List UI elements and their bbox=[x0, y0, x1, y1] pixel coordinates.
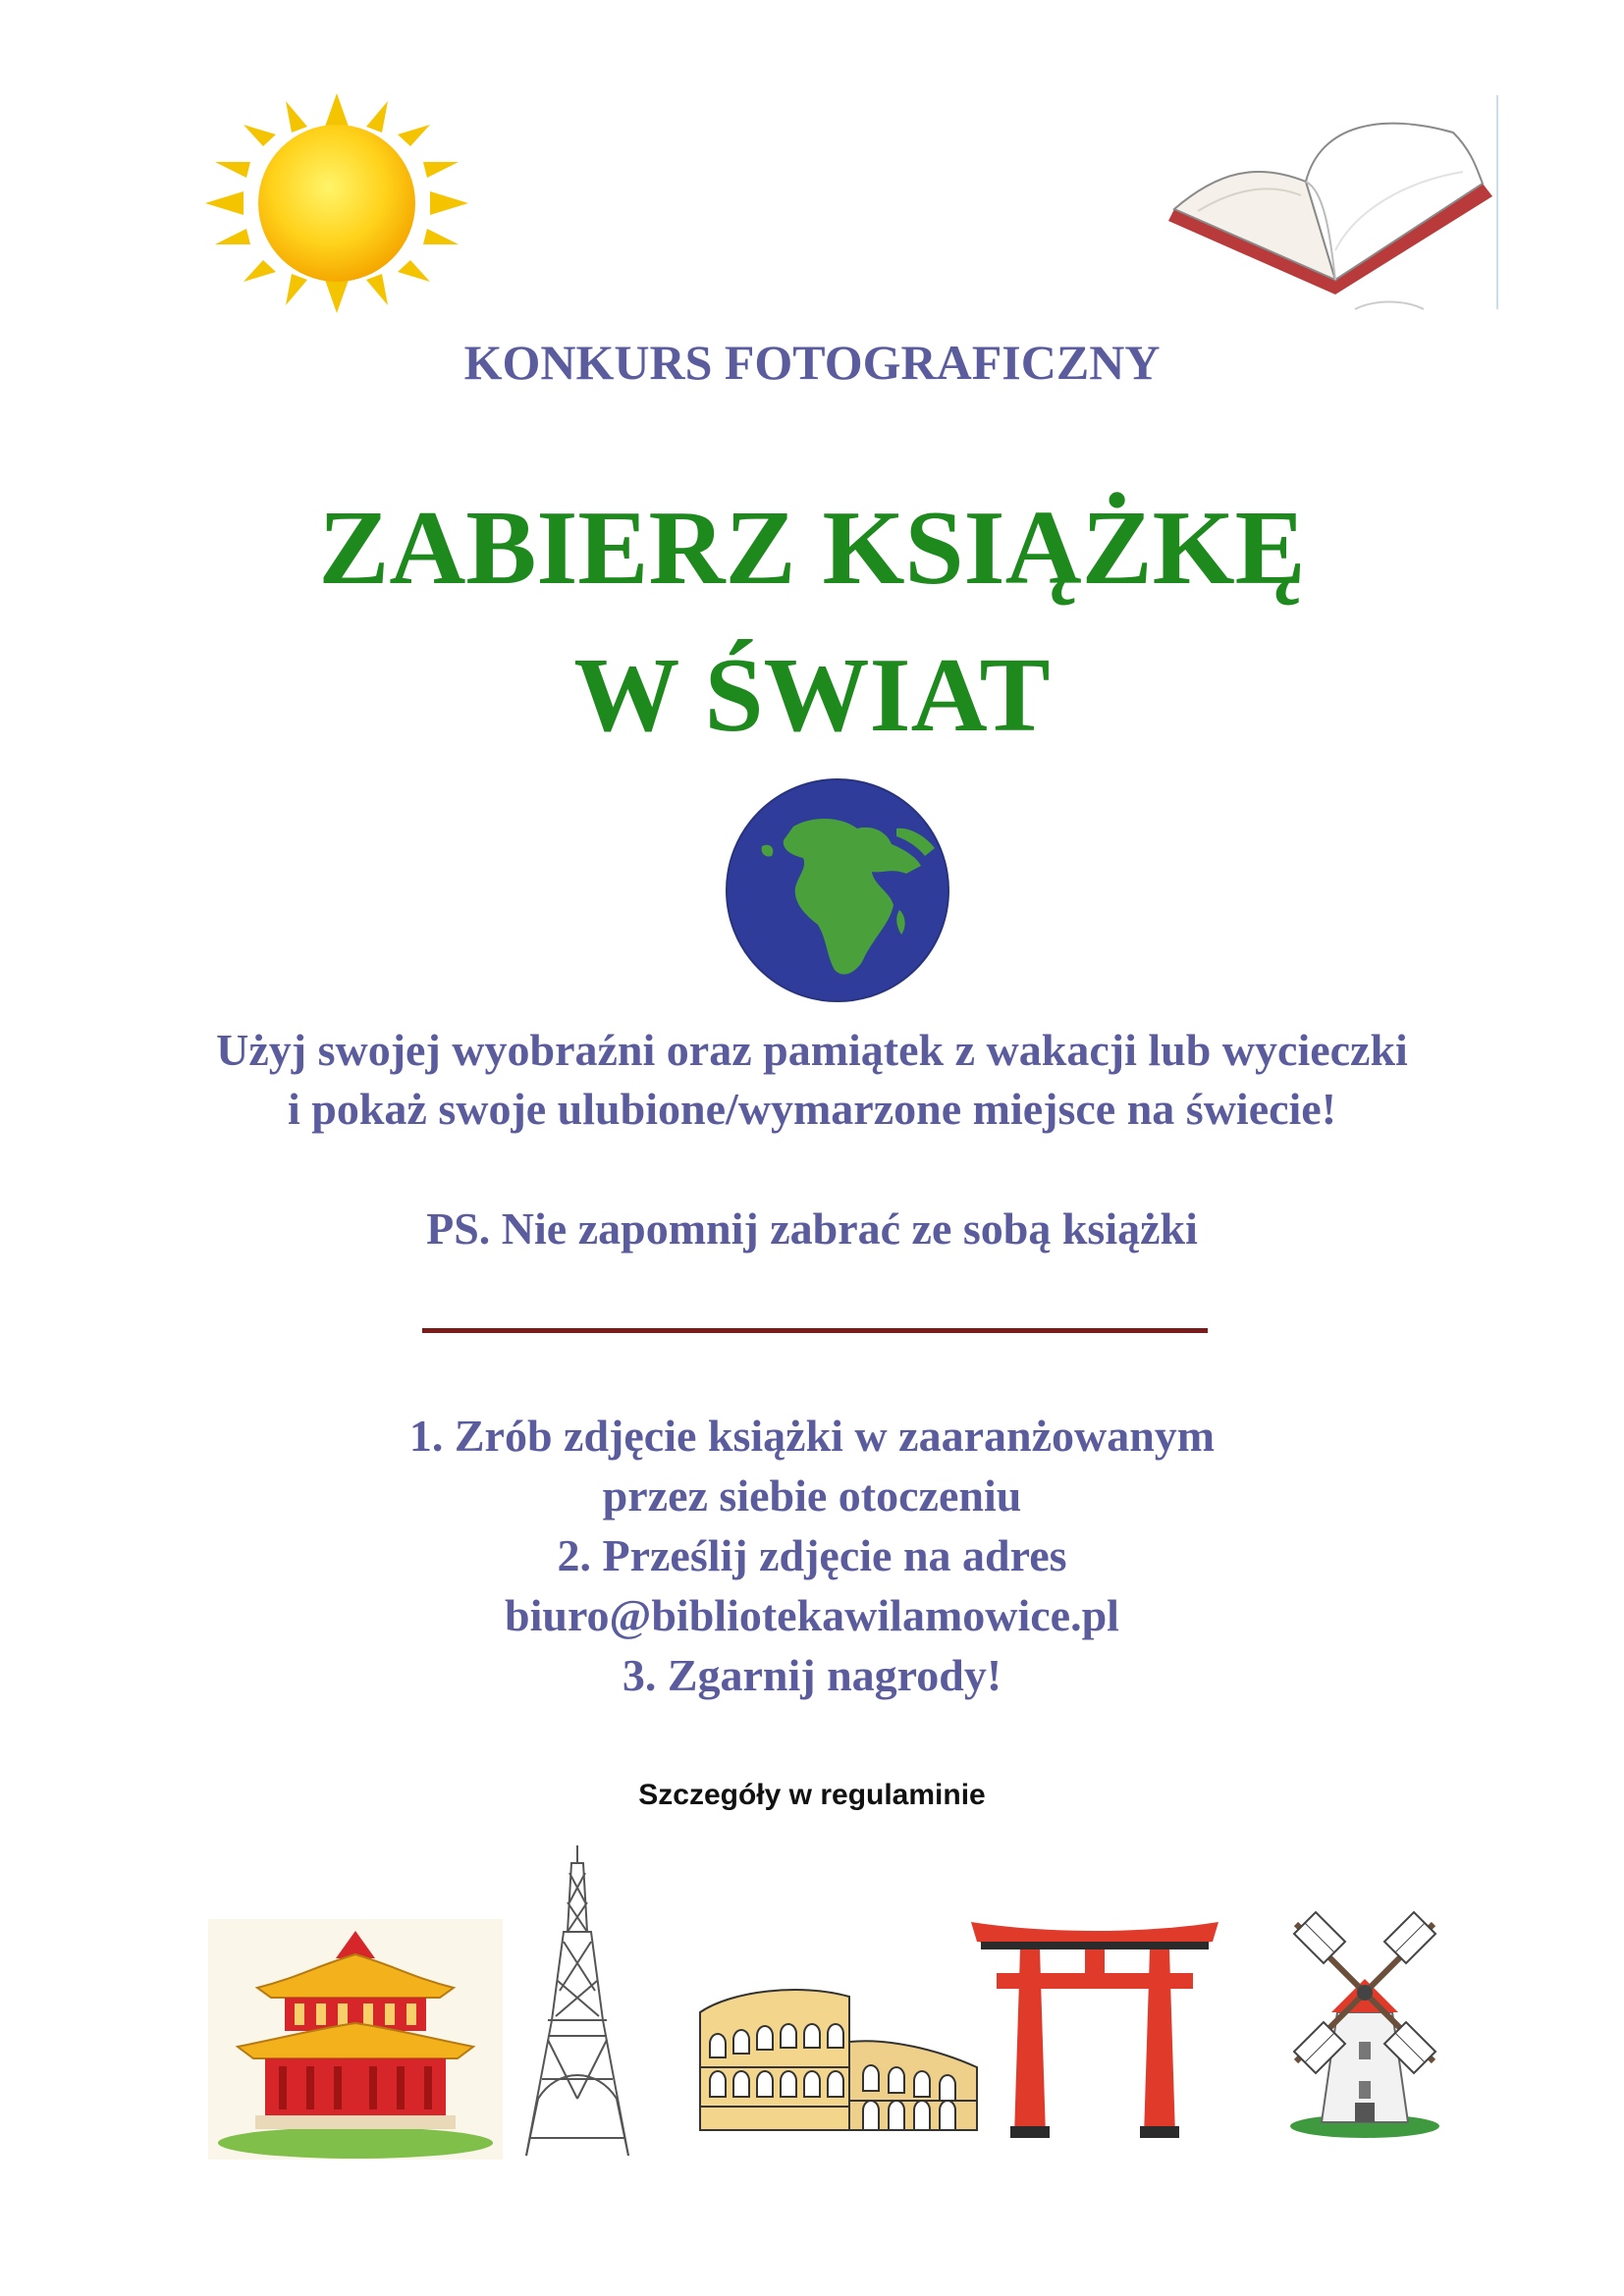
sun-icon bbox=[199, 93, 474, 314]
torii-gate-icon bbox=[967, 1912, 1222, 2140]
windmill-icon bbox=[1276, 1895, 1453, 2140]
page-title-line1: ZABIERZ KSIĄŻKĘ bbox=[318, 490, 1306, 607]
open-book-icon bbox=[1159, 93, 1512, 314]
step-line: 2. Prześlij zdjęcie na adres bbox=[557, 1530, 1067, 1580]
email-address: biuro@bibliotekawilamowice.pl bbox=[505, 1590, 1119, 1640]
intro-line2: i pokaż swoje ulubione/wymarzone miejsce na świecie! bbox=[287, 1084, 1337, 1134]
steps-list bbox=[0, 1406, 1624, 1705]
intro-line1: Użyj swojej wyobraźni oraz pamiątek z wakacji lub wycieczki bbox=[216, 1025, 1408, 1075]
step-line: przez siebie otoczeniu bbox=[602, 1470, 1022, 1521]
globe-icon bbox=[725, 777, 950, 1003]
step-line: 1. Zrób zdjęcie książki w zaaranżowanym bbox=[408, 1411, 1216, 1461]
divider bbox=[422, 1328, 1208, 1333]
ps-note: PS. Nie zapomnij zabrać ze sobą książki bbox=[426, 1203, 1198, 1254]
intro-text bbox=[0, 1021, 1624, 1139]
colosseum-icon bbox=[692, 1973, 982, 2140]
step-line: 3. Zgarnij nagrody! bbox=[622, 1650, 1002, 1700]
eiffel-tower-icon bbox=[509, 1843, 646, 2160]
page-title-line2: W ŚWIAT bbox=[573, 637, 1051, 754]
contest-label: KONKURS FOTOGRAFICZNY bbox=[463, 335, 1161, 390]
pagoda-icon bbox=[208, 1919, 503, 2160]
details-note: Szczegóły w regulaminie bbox=[638, 1779, 986, 1811]
